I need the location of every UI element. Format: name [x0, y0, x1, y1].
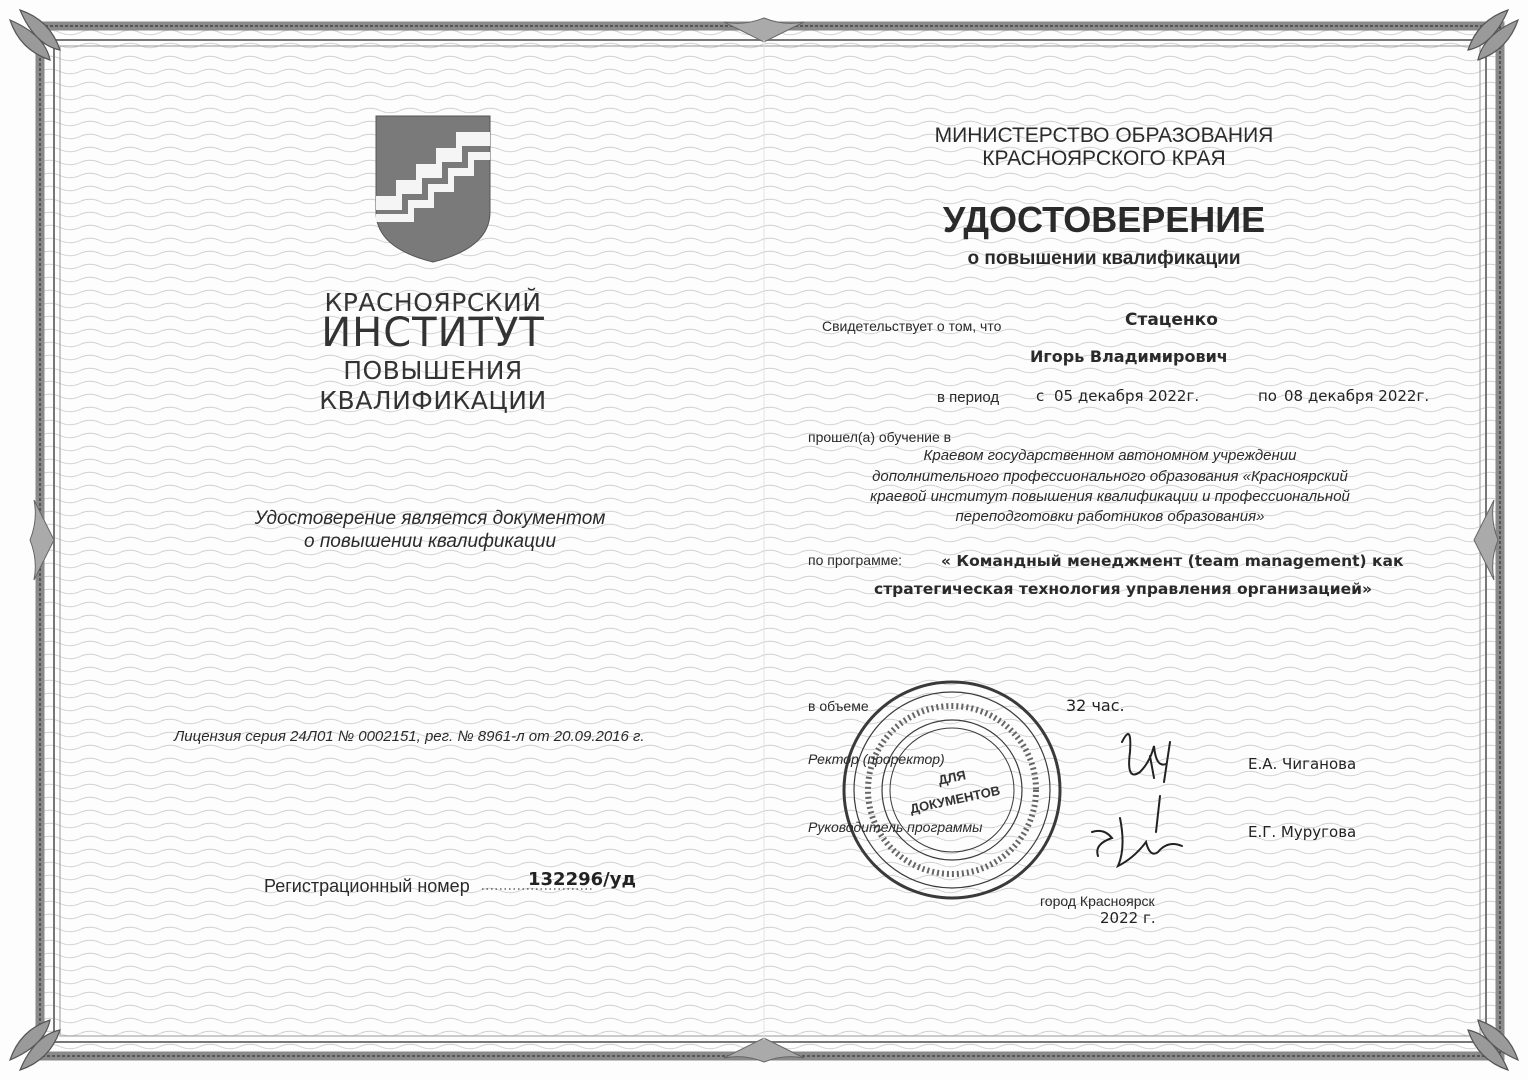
recipient-surname: Стаценко — [1125, 310, 1218, 330]
document-note-line1: Удостоверение является документом — [254, 508, 606, 529]
certificate-subtitle: о повышении квалификации — [967, 248, 1241, 269]
institute-name-line2: ИНСТИТУТ — [321, 310, 545, 356]
stamp-center-line2: ДОКУМЕНТОВ — [908, 782, 1002, 817]
organization-line2: дополнительного профессионального образования «Красноярский — [872, 468, 1348, 485]
program-title-line2: стратегическая технология управления организацией» — [874, 580, 1373, 598]
stamp-center-line1: ДЛЯ — [936, 767, 968, 788]
institute-name-line4: КВАЛИФИКАЦИИ — [319, 386, 547, 415]
organization-line4: переподготовки работников образования» — [955, 508, 1265, 525]
certifies-label: Свидетельствует о том, что — [822, 318, 1002, 334]
rector-label: Ректор (проректор) — [808, 751, 945, 767]
institute-name-line3: ПОВЫШЕНИЯ — [343, 356, 523, 385]
registration-number: 132296/уд — [528, 869, 636, 890]
organization-line1: Краевом государственном автономном учреждении — [923, 447, 1297, 464]
institute-name-line1: КРАСНОЯРСКИЙ — [324, 288, 542, 317]
volume-value: 32 час. — [1066, 696, 1125, 715]
period-to-prefix: по — [1258, 387, 1277, 405]
volume-label: в объеме — [808, 698, 869, 714]
issue-year: 2022 г. — [1100, 909, 1156, 927]
document-note-line2: о повышении квалификации — [303, 531, 557, 552]
ministry-line2: КРАСНОЯРСКОГО КРАЯ — [982, 147, 1226, 170]
program-title-line1: « Командный менеджмент (team management) как — [941, 552, 1404, 570]
registration-label: Регистрационный номер — [264, 876, 470, 896]
period-from-prefix: с — [1036, 387, 1045, 405]
certificate-title: УДОСТОВЕРЕНИЕ — [942, 199, 1266, 240]
period-to-date: 08 декабря 2022г. — [1284, 387, 1430, 405]
shield-logo-icon — [376, 116, 490, 262]
period-label: в период — [937, 389, 1000, 406]
city: город Красноярск — [1040, 893, 1155, 909]
program-head-label: Руководитель программы — [808, 819, 983, 835]
license-info: Лицензия серия 24Л01 № 0002151, рег. № 8961-л от 20.09.2016 г. — [174, 728, 645, 745]
organization-line3: краевой институт повышения квалификации и профессиональной — [870, 488, 1350, 505]
program-label: по программе: — [808, 552, 903, 568]
program-head-name: Е.Г. Муругова — [1248, 823, 1357, 841]
recipient-name: Игорь Владимирович — [1030, 347, 1228, 366]
period-from-date: 05 декабря 2022г. — [1054, 387, 1200, 405]
ministry-line1: МИНИСТЕРСТВО ОБРАЗОВАНИЯ — [934, 124, 1274, 147]
rector-name: Е.А. Чиганова — [1248, 755, 1357, 773]
trained-label: прошел(а) обучение в — [808, 429, 952, 445]
